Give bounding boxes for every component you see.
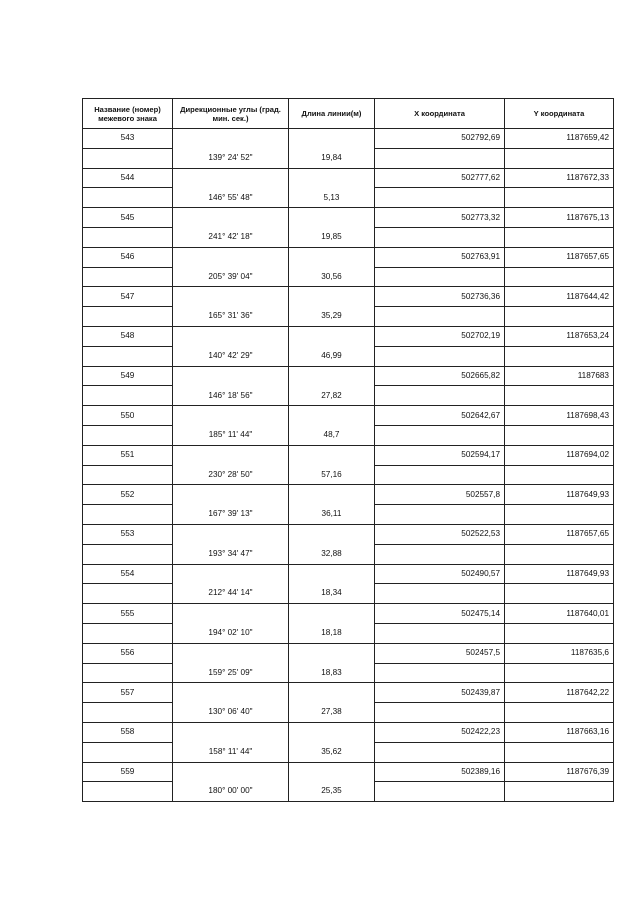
point-name: 554 [83, 564, 173, 584]
length-cell [289, 485, 375, 505]
x-coordinate [375, 227, 505, 247]
x-coordinate: 502773,32 [375, 208, 505, 228]
y-coordinate: 1187657,65 [505, 247, 614, 267]
length-cell [289, 168, 375, 188]
table-row [83, 168, 614, 188]
bearing-angle: 194° 02' 10" [173, 623, 289, 643]
y-coordinate: 1187675,13 [505, 208, 614, 228]
header-y: Y координата [505, 99, 614, 129]
angle-cell [173, 326, 289, 346]
angle-cell [173, 406, 289, 426]
length-cell [289, 366, 375, 386]
x-coordinate [375, 267, 505, 287]
table-row [83, 227, 614, 247]
bearing-angle: 193° 34' 47" [173, 544, 289, 564]
y-coordinate: 1187698,43 [505, 406, 614, 426]
bearing-angle: 158° 11' 44" [173, 742, 289, 762]
bearing-angle: 165° 31' 36" [173, 307, 289, 327]
y-coordinate: 1187694,02 [505, 445, 614, 465]
y-coordinate: 1187663,16 [505, 722, 614, 742]
y-coordinate [505, 465, 614, 485]
table-row [83, 445, 614, 465]
x-coordinate: 502457,5 [375, 643, 505, 663]
x-coordinate: 502490,57 [375, 564, 505, 584]
line-length: 5,13 [289, 188, 375, 208]
table-row [83, 584, 614, 604]
point-name [83, 505, 173, 525]
line-length: 32,88 [289, 544, 375, 564]
y-coordinate [505, 782, 614, 802]
length-cell [289, 208, 375, 228]
x-coordinate [375, 742, 505, 762]
bearing-angle: 130° 06' 40" [173, 703, 289, 723]
x-coordinate [375, 703, 505, 723]
line-length: 48,7 [289, 425, 375, 445]
angle-cell [173, 247, 289, 267]
bearing-angle: 159° 25' 09" [173, 663, 289, 683]
x-coordinate: 502389,16 [375, 762, 505, 782]
point-name [83, 465, 173, 485]
table-row [83, 485, 614, 505]
line-length: 30,56 [289, 267, 375, 287]
angle-cell [173, 564, 289, 584]
table-row [83, 722, 614, 742]
table-row [83, 703, 614, 723]
y-coordinate: 1187676,39 [505, 762, 614, 782]
header-x: X координата [375, 99, 505, 129]
table-row [83, 267, 614, 287]
table-row [83, 544, 614, 564]
y-coordinate [505, 188, 614, 208]
table-row [83, 406, 614, 426]
x-coordinate: 502665,82 [375, 366, 505, 386]
table-row [83, 604, 614, 624]
line-length: 25,35 [289, 782, 375, 802]
line-length: 46,99 [289, 346, 375, 366]
x-coordinate: 502642,67 [375, 406, 505, 426]
table-row [83, 762, 614, 782]
point-name [83, 386, 173, 406]
angle-cell [173, 722, 289, 742]
point-name [83, 148, 173, 168]
line-length: 18,83 [289, 663, 375, 683]
length-cell [289, 287, 375, 307]
angle-cell [173, 643, 289, 663]
point-name: 553 [83, 524, 173, 544]
point-name [83, 307, 173, 327]
y-coordinate [505, 703, 614, 723]
length-cell [289, 604, 375, 624]
angle-cell [173, 208, 289, 228]
point-name: 551 [83, 445, 173, 465]
line-length: 18,18 [289, 623, 375, 643]
point-name [83, 742, 173, 762]
point-name: 545 [83, 208, 173, 228]
x-coordinate [375, 307, 505, 327]
table-row [83, 663, 614, 683]
x-coordinate: 502792,69 [375, 129, 505, 149]
table-row [83, 683, 614, 703]
x-coordinate [375, 782, 505, 802]
x-coordinate: 502777,62 [375, 168, 505, 188]
x-coordinate [375, 544, 505, 564]
y-coordinate: 1187640,01 [505, 604, 614, 624]
point-name [83, 584, 173, 604]
x-coordinate [375, 663, 505, 683]
bearing-angle: 185° 11' 44" [173, 425, 289, 445]
table-row [83, 564, 614, 584]
y-coordinate [505, 505, 614, 525]
point-name [83, 188, 173, 208]
y-coordinate [505, 742, 614, 762]
y-coordinate [505, 227, 614, 247]
y-coordinate: 1187657,65 [505, 524, 614, 544]
y-coordinate [505, 307, 614, 327]
y-coordinate [505, 386, 614, 406]
table-row [83, 386, 614, 406]
length-cell [289, 524, 375, 544]
point-name: 546 [83, 247, 173, 267]
y-coordinate: 1187659,42 [505, 129, 614, 149]
line-length: 27,82 [289, 386, 375, 406]
table-row [83, 247, 614, 267]
x-coordinate [375, 188, 505, 208]
table-row [83, 366, 614, 386]
y-coordinate [505, 544, 614, 564]
point-name: 556 [83, 643, 173, 663]
point-name [83, 425, 173, 445]
line-length: 35,29 [289, 307, 375, 327]
y-coordinate [505, 425, 614, 445]
table-row [83, 148, 614, 168]
point-name: 543 [83, 129, 173, 149]
line-length: 18,34 [289, 584, 375, 604]
point-name [83, 782, 173, 802]
table-row [83, 188, 614, 208]
header-angle: Дирекционные углы (град. мин. сек.) [173, 99, 289, 129]
x-coordinate [375, 425, 505, 445]
x-coordinate: 502422,23 [375, 722, 505, 742]
table-row [83, 643, 614, 663]
y-coordinate [505, 267, 614, 287]
line-length: 36,11 [289, 505, 375, 525]
table-body [83, 129, 614, 802]
x-coordinate: 502557,8 [375, 485, 505, 505]
table-row [83, 742, 614, 762]
point-name [83, 346, 173, 366]
table-row [83, 465, 614, 485]
table-row [83, 346, 614, 366]
angle-cell [173, 762, 289, 782]
x-coordinate [375, 148, 505, 168]
bearing-angle: 180° 00' 00" [173, 782, 289, 802]
point-name [83, 703, 173, 723]
bearing-angle: 146° 55' 48" [173, 188, 289, 208]
angle-cell [173, 287, 289, 307]
angle-cell [173, 445, 289, 465]
x-coordinate: 502594,17 [375, 445, 505, 465]
point-name: 555 [83, 604, 173, 624]
y-coordinate: 1187649,93 [505, 564, 614, 584]
point-name [83, 623, 173, 643]
y-coordinate [505, 148, 614, 168]
x-coordinate [375, 584, 505, 604]
length-cell [289, 445, 375, 465]
point-name: 550 [83, 406, 173, 426]
line-length: 57,16 [289, 465, 375, 485]
y-coordinate: 1187653,24 [505, 326, 614, 346]
table-row [83, 208, 614, 228]
length-cell [289, 406, 375, 426]
bearing-angle: 241° 42' 18" [173, 227, 289, 247]
x-coordinate: 502702,19 [375, 326, 505, 346]
x-coordinate [375, 346, 505, 366]
x-coordinate [375, 465, 505, 485]
point-name: 558 [83, 722, 173, 742]
length-cell [289, 683, 375, 703]
point-name [83, 227, 173, 247]
bearing-angle: 167° 39' 13" [173, 505, 289, 525]
point-name [83, 663, 173, 683]
y-coordinate [505, 584, 614, 604]
y-coordinate: 1187642,22 [505, 683, 614, 703]
y-coordinate: 1187672,33 [505, 168, 614, 188]
x-coordinate [375, 623, 505, 643]
x-coordinate: 502763,91 [375, 247, 505, 267]
point-name: 557 [83, 683, 173, 703]
table-row [83, 307, 614, 327]
angle-cell [173, 524, 289, 544]
length-cell [289, 326, 375, 346]
x-coordinate [375, 386, 505, 406]
angle-cell [173, 485, 289, 505]
length-cell [289, 762, 375, 782]
point-name: 548 [83, 326, 173, 346]
length-cell [289, 564, 375, 584]
length-cell [289, 129, 375, 149]
y-coordinate [505, 623, 614, 643]
angle-cell [173, 129, 289, 149]
x-coordinate: 502475,14 [375, 604, 505, 624]
table-header-row [83, 99, 614, 129]
bearing-angle: 212° 44' 14" [173, 584, 289, 604]
table-row [83, 505, 614, 525]
y-coordinate [505, 346, 614, 366]
table-row [83, 782, 614, 802]
table-row [83, 129, 614, 149]
coordinates-table [82, 98, 614, 802]
y-coordinate: 1187683 [505, 366, 614, 386]
bearing-angle: 230° 28' 50" [173, 465, 289, 485]
table-row [83, 326, 614, 346]
y-coordinate: 1187649,93 [505, 485, 614, 505]
point-name: 544 [83, 168, 173, 188]
x-coordinate: 502736,36 [375, 287, 505, 307]
point-name: 559 [83, 762, 173, 782]
point-name [83, 544, 173, 564]
table-row [83, 287, 614, 307]
point-name: 547 [83, 287, 173, 307]
line-length: 19,84 [289, 148, 375, 168]
angle-cell [173, 604, 289, 624]
point-name: 549 [83, 366, 173, 386]
bearing-angle: 140° 42' 29" [173, 346, 289, 366]
line-length: 27,38 [289, 703, 375, 723]
x-coordinate: 502439,87 [375, 683, 505, 703]
bearing-angle: 205° 39' 04" [173, 267, 289, 287]
table-row [83, 623, 614, 643]
bearing-angle: 139° 24' 52" [173, 148, 289, 168]
header-length: Длина линии(м) [289, 99, 375, 129]
table-row [83, 524, 614, 544]
header-name: Название (номер) межевого знака [83, 99, 173, 129]
y-coordinate: 1187635,6 [505, 643, 614, 663]
y-coordinate [505, 663, 614, 683]
bearing-angle: 146° 18' 56" [173, 386, 289, 406]
x-coordinate: 502522,53 [375, 524, 505, 544]
table-row [83, 425, 614, 445]
y-coordinate: 1187644,42 [505, 287, 614, 307]
angle-cell [173, 683, 289, 703]
line-length: 35,62 [289, 742, 375, 762]
length-cell [289, 643, 375, 663]
length-cell [289, 247, 375, 267]
point-name [83, 267, 173, 287]
line-length: 19,85 [289, 227, 375, 247]
x-coordinate [375, 505, 505, 525]
length-cell [289, 722, 375, 742]
angle-cell [173, 168, 289, 188]
point-name: 552 [83, 485, 173, 505]
angle-cell [173, 366, 289, 386]
